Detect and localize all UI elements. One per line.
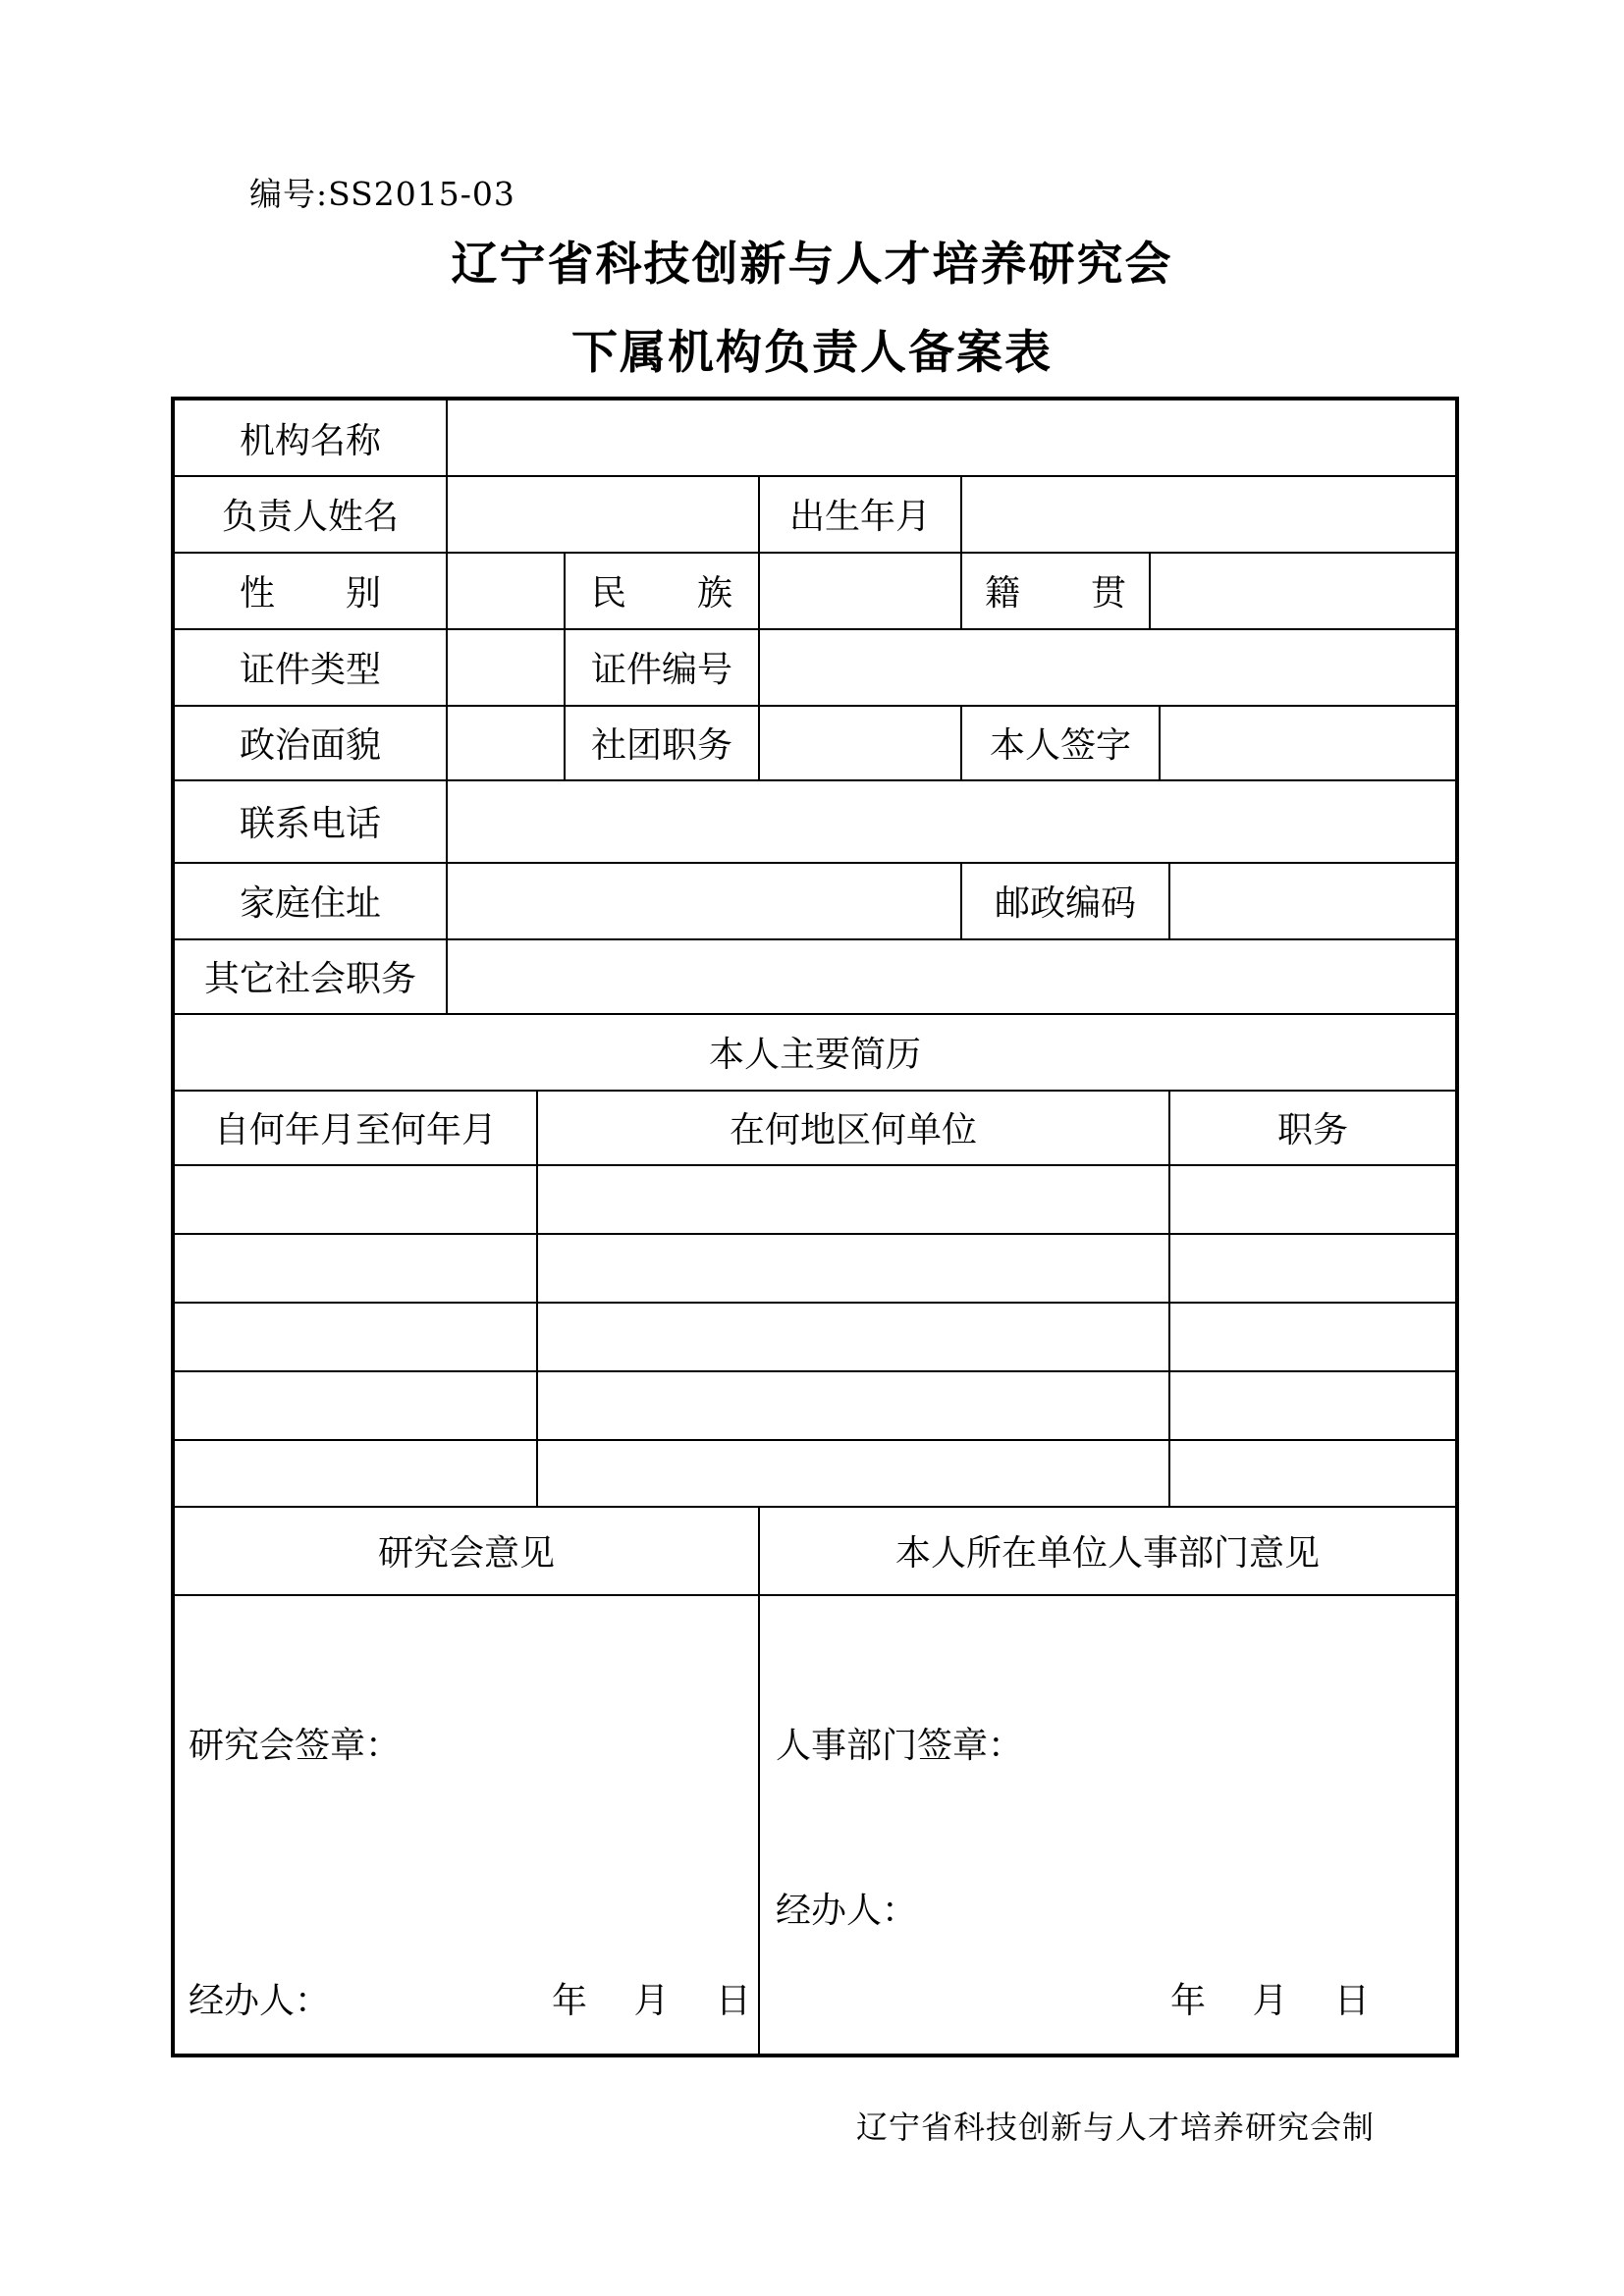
label-leader-name: 负责人姓名 — [221, 496, 399, 537]
document-number: 编号:SS2015-03 — [249, 175, 515, 213]
field-address[interactable] — [448, 862, 960, 938]
resume-col-place: 在何地区何单位 — [729, 1109, 977, 1150]
resume-col-post: 职务 — [1276, 1109, 1348, 1150]
label-ethnicity: 民 族 — [590, 572, 732, 614]
footer-issuer: 辽宁省科技创新与人才培养研究会制 — [856, 2109, 1376, 2146]
row-divider — [175, 1439, 1455, 1441]
label-postcode: 邮政编码 — [994, 882, 1136, 924]
field-org-name[interactable] — [448, 400, 1455, 475]
label-political: 政治面貌 — [239, 724, 381, 766]
row-divider — [175, 1594, 1455, 1596]
field-birth[interactable] — [962, 475, 1455, 552]
label-other-posts: 其它社会职务 — [203, 958, 416, 999]
society-seal-label: 研究会签章： — [189, 1726, 402, 1766]
unit-opinion-heading: 本人所在单位人事部门意见 — [894, 1532, 1320, 1574]
label-id-type: 证件类型 — [239, 649, 381, 690]
row-divider — [175, 1233, 1455, 1235]
resume-col-period: 自何年月至何年月 — [213, 1109, 497, 1150]
resume-heading: 本人主要简历 — [708, 1034, 921, 1075]
label-phone: 联系电话 — [239, 803, 381, 844]
society-handler-label: 经办人： — [189, 1981, 331, 2021]
field-id-type[interactable] — [448, 628, 564, 705]
field-postcode[interactable] — [1170, 862, 1455, 938]
label-birth: 出生年月 — [788, 496, 931, 537]
field-id-number[interactable] — [760, 628, 1455, 705]
field-political[interactable] — [448, 705, 564, 779]
unit-handler-label: 经办人： — [776, 1891, 918, 1931]
field-leader-name[interactable] — [448, 475, 758, 552]
field-phone[interactable] — [448, 779, 1455, 862]
unit-seal-label: 人事部门签章： — [776, 1726, 1024, 1766]
society-opinion-heading: 研究会意见 — [377, 1532, 555, 1574]
label-id-number: 证件编号 — [590, 649, 732, 690]
label-native-place: 籍 贯 — [984, 572, 1126, 614]
field-signature[interactable] — [1161, 705, 1455, 779]
title-line-2: 下属机构负责人备案表 — [571, 326, 1053, 380]
title-line-1: 辽宁省科技创新与人才培养研究会 — [451, 238, 1173, 292]
label-gender: 性 别 — [239, 572, 381, 614]
unit-date: 年 月 日 — [1170, 1981, 1370, 2021]
label-society-post: 社团职务 — [590, 724, 732, 766]
field-gender[interactable] — [448, 552, 564, 628]
label-signature: 本人签字 — [989, 724, 1131, 766]
field-native-place[interactable] — [1151, 552, 1455, 628]
field-society-post[interactable] — [760, 705, 960, 779]
society-date: 年 月 日 — [552, 1981, 751, 2021]
registration-form-table — [171, 397, 1459, 2057]
row-divider — [175, 1370, 1455, 1372]
field-ethnicity[interactable] — [760, 552, 960, 628]
row-divider — [175, 1302, 1455, 1304]
label-address: 家庭住址 — [239, 882, 381, 924]
label-org-name: 机构名称 — [239, 420, 381, 461]
row-divider — [175, 1164, 1455, 1166]
field-other-posts[interactable] — [448, 938, 1455, 1013]
